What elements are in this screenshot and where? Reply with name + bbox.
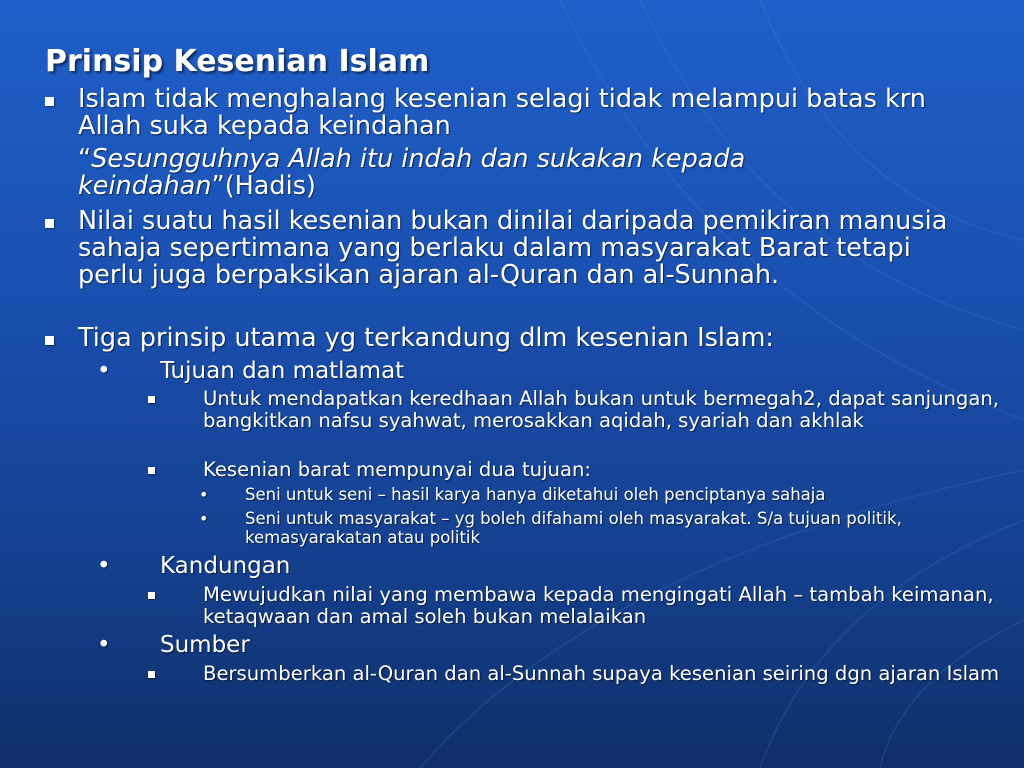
item-kesenian-barat: Kesenian barat mempunyai dua tujuan: — [203, 458, 591, 481]
item-keredhaan-allah: Untuk mendapatkan keredhaan Allah bukan untuk bermegah2, dapat sanjungan, bangkitkan nafsu syahwat, merosakkan aqidah, syariah dan akhlak — [203, 387, 1000, 432]
quote-open-mark: “ — [78, 144, 92, 174]
square-bullet-icon — [45, 336, 54, 345]
item-mengingati-allah: Mewujudkan nilai yang membawa kepada mengingati Allah – tambah keimanan, ketaqwaan dan amal soleh bukan melalaikan — [203, 583, 994, 628]
principle-tujuan: Tujuan dan matlamat — [160, 358, 405, 384]
square-bullet-icon — [148, 396, 155, 403]
point-tiga-prinsip: Tiga prinsip utama yg terkandung dlm kesenian Islam: — [78, 323, 775, 353]
point-islam-tidak-menghalang: Islam tidak menghalang kesenian selagi tidak melampui batas krn Allah suka kepada keindahan — [78, 84, 926, 141]
sub-item-seni-untuk-masyarakat: Seni untuk masyarakat – yg boleh difahami oleh masyarakat. S/a tujuan politik, kemasyarakatan atau politik — [245, 509, 902, 547]
item-al-quran-sunnah: Bersumberkan al-Quran dan al-Sunnah supaya kesenian seiring dgn ajaran Islam — [203, 662, 1000, 685]
quote-close-mark: ” — [211, 171, 225, 201]
point-nilai-kesenian: Nilai suatu hasil kesenian bukan dinilai daripada pemikiran manusia sahaja sepertimana yang berlaku dalam masyarakat Barat tetapi perlu juga berpaksikan ajaran al-Quran dan al-Sunnah. — [78, 206, 948, 290]
principle-sumber: Sumber — [160, 632, 250, 658]
sub-item-seni-untuk-seni: Seni untuk seni – hasil karya hanya diketahui oleh penciptanya sahaja — [245, 485, 826, 504]
hadith-source: (Hadis) — [224, 171, 316, 201]
square-bullet-icon — [45, 97, 54, 106]
square-bullet-icon — [148, 467, 155, 474]
dot-bullet-icon: • — [97, 553, 111, 579]
square-bullet-icon — [45, 219, 54, 228]
hadith-quote — [78, 146, 978, 200]
dot-bullet-icon: • — [199, 509, 209, 528]
principle-kandungan: Kandungan — [160, 553, 291, 579]
dot-bullet-icon: • — [97, 632, 111, 658]
square-bullet-icon — [148, 592, 155, 599]
hadith-text: Sesungguhnya Allah itu indah dan sukakan kepada keindahan — [78, 144, 746, 201]
dot-bullet-icon: • — [97, 358, 111, 384]
slide-title: Prinsip Kesenian Islam — [45, 44, 430, 79]
square-bullet-icon — [148, 671, 155, 678]
dot-bullet-icon: • — [199, 485, 209, 504]
